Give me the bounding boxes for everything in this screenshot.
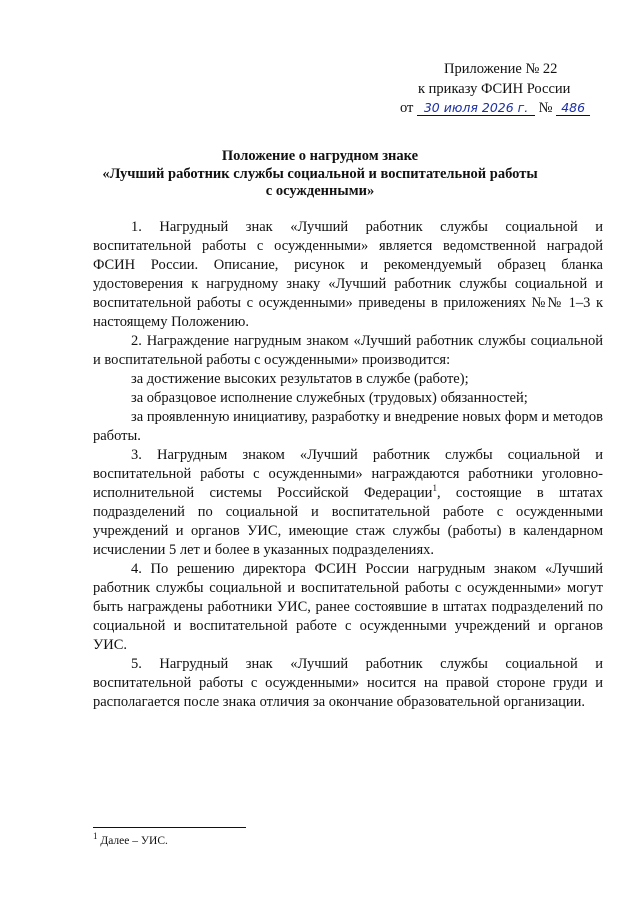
handwritten-date: 30 июля 2026 г. (417, 101, 535, 116)
document-title (70, 148, 570, 201)
appendix-header (400, 60, 620, 119)
appendix-order-ref: к приказу ФСИН России (418, 80, 571, 97)
from-label: от (400, 100, 414, 116)
paragraph-3 (93, 446, 603, 560)
paragraph-4: 4. По решению директора ФСИН России нагрудным знаком «Лучший работник службы социальной и воспитательной работы с осужденными» могут быть награждены работники УИС, ранее состоявшие в штатах подразделений по социальной и воспитательной работе с осужденными учреждений и органов УИС. (93, 561, 603, 653)
handwritten-number: 486 (556, 101, 590, 116)
footnote-reference[interactable]: 1 (432, 483, 437, 494)
number-label: № (538, 100, 553, 116)
appendix-date-line (400, 99, 620, 119)
title-line-3: с осужденными» (265, 183, 375, 199)
paragraph-2-item-1: за достижение высоких результатов в службе (работе); (131, 371, 469, 387)
paragraph-2-item-3: за проявленную инициативу, разработку и внедрение новых форм и методов работы. (93, 409, 603, 444)
title-line-1: Положение о нагрудном знаке (221, 148, 419, 164)
title-line-2: «Лучший работник службы социальной и воспитательной работы (102, 165, 538, 182)
paragraph-1: 1. Нагрудный знак «Лучший работник службы социальной и воспитательной работы с осужденными» является ведомственной наградой ФСИН России. Описание, рисунок и рекомендуемый образец бланка удостоверения к нагрудному знаку «Лучший работник службы социальной и воспитательной работы с осужденными» приведены в приложениях №№ 1–3 к настоящему Положению. (93, 219, 603, 330)
footnote-separator (93, 827, 246, 828)
footnote (93, 831, 168, 848)
paragraph-2-item-2: за образцовое исполнение служебных (трудовых) обязанностей; (131, 390, 528, 406)
document-body (93, 218, 603, 712)
paragraph-3-text: 3. Нагрудным знаком «Лучший работник службы социальной и воспитательной работы с осужденными» награждаются работники уголовно-исполнительной системы Российской Федерации (93, 447, 603, 501)
paragraph-2: 2. Награждение нагрудным знаком «Лучший работник службы социальной и воспитательной работы с осужденными» производится: (93, 333, 603, 368)
paragraph-3-text-after: , состоящие в штатах подразделений по социальной и воспитательной работе с осужденными учреждений и органов УИС, имеющие стаж службы (работы) в календарном исчислении 5 лет и более в указанных подразделениях. (93, 485, 603, 558)
footnote-text: Далее – УИС. (97, 835, 168, 847)
appendix-number: Приложение № 22 (444, 61, 558, 77)
footnote-marker: 1 (93, 831, 98, 842)
paragraph-5: 5. Нагрудный знак «Лучший работник службы социальной и воспитательной работы с осужденными» носится на правой стороне груди и располагается после знака отличия за окончание образовательной организации. (93, 656, 603, 710)
